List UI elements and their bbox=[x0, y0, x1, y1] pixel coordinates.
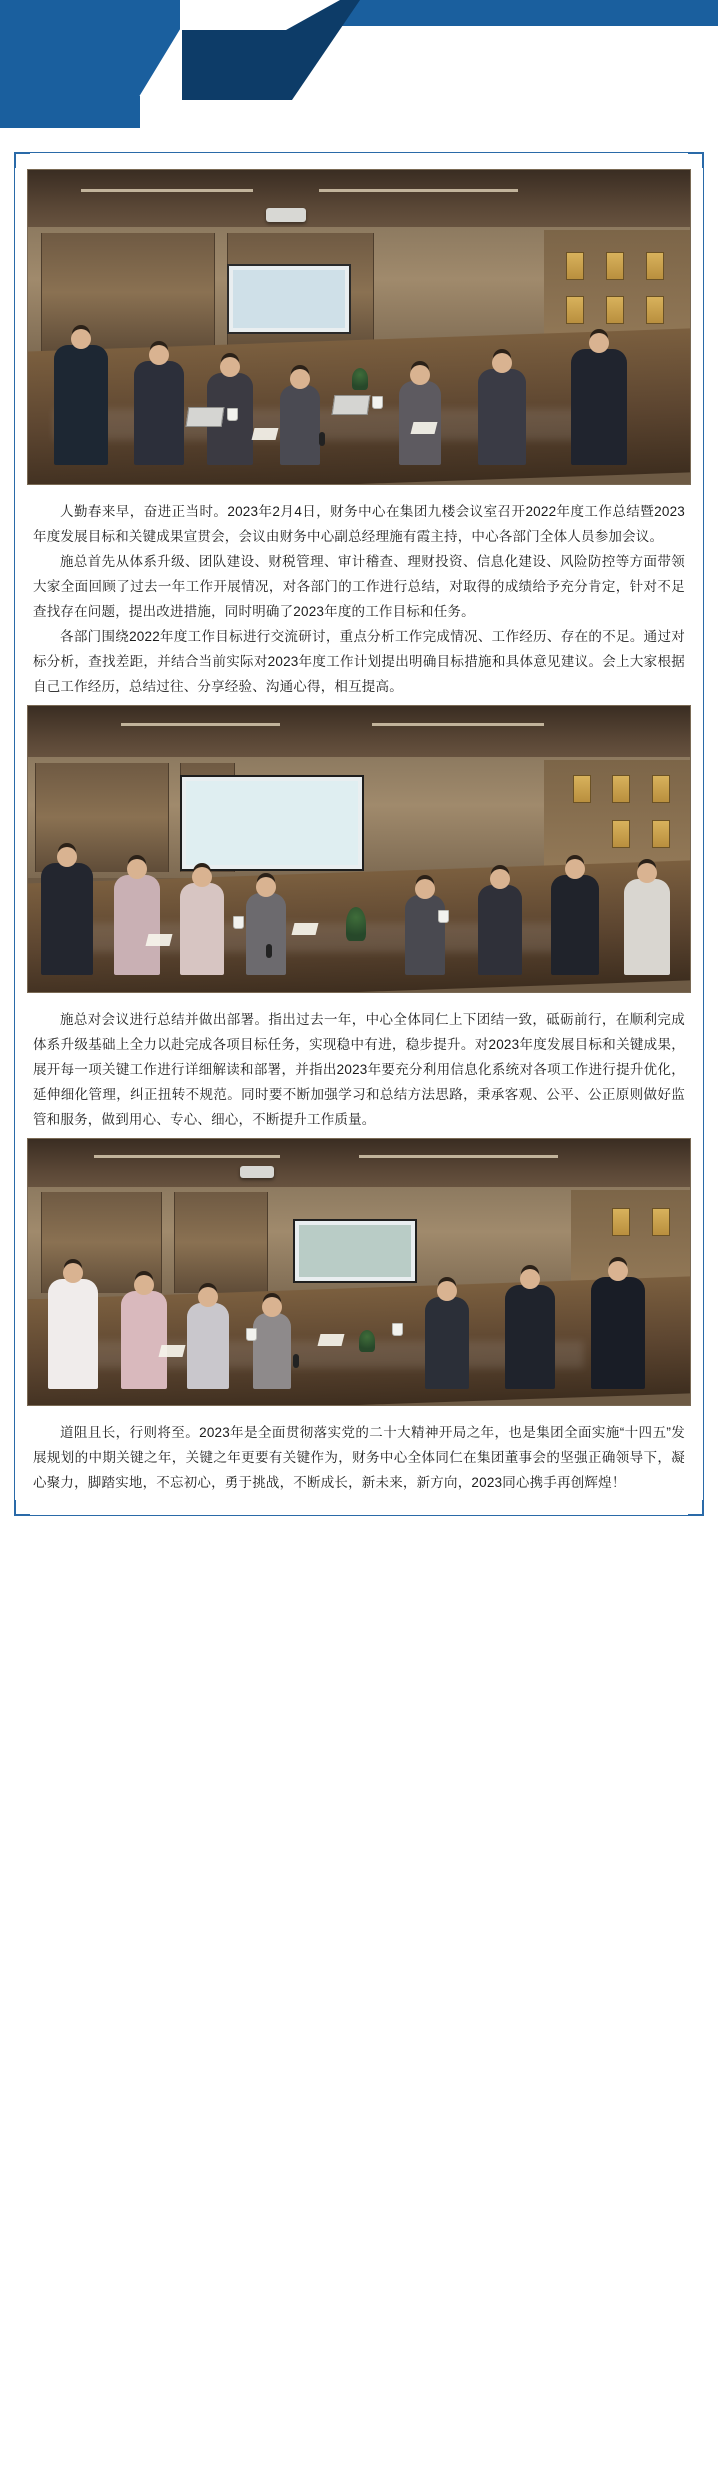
projector bbox=[266, 208, 306, 222]
attendee-head bbox=[192, 867, 212, 887]
award-plaque bbox=[612, 820, 630, 848]
wall-panel bbox=[174, 1192, 269, 1293]
attendee bbox=[54, 345, 108, 465]
attendee bbox=[478, 885, 522, 975]
ceiling-light bbox=[94, 1155, 279, 1158]
presentation-screen bbox=[227, 264, 351, 334]
page-header-banner bbox=[0, 0, 718, 128]
attendee bbox=[425, 1297, 469, 1389]
frame-corner-bottom-right bbox=[688, 1500, 704, 1516]
document-paper bbox=[291, 923, 318, 935]
attendee-head bbox=[520, 1269, 540, 1289]
award-plaque bbox=[652, 1208, 670, 1236]
content-frame bbox=[14, 152, 704, 1516]
attendee bbox=[280, 385, 320, 465]
attendee-head bbox=[127, 859, 147, 879]
laptop bbox=[331, 395, 370, 415]
cup bbox=[227, 408, 238, 421]
wall-panel bbox=[35, 763, 169, 872]
microphone bbox=[319, 432, 325, 446]
attendee-head bbox=[490, 869, 510, 889]
screen-content bbox=[186, 781, 358, 865]
microphone bbox=[266, 944, 272, 958]
ceiling-light bbox=[359, 1155, 558, 1158]
microphone bbox=[293, 1354, 299, 1368]
presentation-screen bbox=[180, 775, 364, 871]
attendee-head bbox=[637, 863, 657, 883]
paragraph: 人勤春来早，奋进正当时。2023年2月4日，财务中心在集团九楼会议室召开2022年度工作总结暨2023年度发展目标和关键成果宣贯会，会议由财务中心副总经理施有霞主持，中心各部门全体人员参加会议。 bbox=[33, 504, 685, 544]
attendee-head bbox=[608, 1261, 628, 1281]
photo-discussion bbox=[27, 1138, 691, 1406]
header-accent-stripe bbox=[0, 96, 140, 128]
document-paper bbox=[318, 1334, 345, 1346]
ceiling bbox=[28, 706, 690, 763]
photo-presentation bbox=[27, 705, 691, 993]
attendee-head bbox=[63, 1263, 83, 1283]
award-plaque bbox=[646, 252, 664, 280]
attendee-head bbox=[198, 1287, 218, 1307]
attendee bbox=[591, 1277, 645, 1389]
attendee bbox=[114, 875, 160, 975]
attendee bbox=[571, 349, 627, 465]
article-section-3 bbox=[27, 1416, 691, 1497]
award-plaque bbox=[566, 252, 584, 280]
award-plaque bbox=[612, 1208, 630, 1236]
award-plaque bbox=[652, 820, 670, 848]
frame-corner-bottom-left bbox=[14, 1500, 30, 1516]
attendee-head bbox=[290, 369, 310, 389]
projector bbox=[240, 1166, 274, 1178]
attendee bbox=[134, 361, 184, 465]
frame-corner-top-left bbox=[14, 152, 30, 168]
attendee bbox=[624, 879, 670, 975]
laptop bbox=[185, 407, 224, 427]
attendee bbox=[505, 1285, 555, 1389]
attendee bbox=[405, 895, 445, 975]
screen-content bbox=[299, 1225, 411, 1277]
document-paper bbox=[252, 428, 279, 440]
attendee bbox=[253, 1313, 291, 1389]
paragraph: 道阻且长，行则将至。2023年是全面贯彻落实党的二十大精神开局之年，也是集团全面实施“十四五”发展规划的中期关键之年，关键之年更要有关键作为，财务中心全体同仁在集团董事会的坚强正确领导下，凝心聚力，脚踏实地，不忘初心，勇于挑战，不断成长，新未来，新方向，2023同心携手再创辉煌！ bbox=[33, 1425, 685, 1490]
attendee-head bbox=[437, 1281, 457, 1301]
ceiling-light bbox=[319, 189, 518, 192]
cup bbox=[246, 1328, 257, 1341]
cup bbox=[392, 1323, 403, 1336]
frame-corner-top-right bbox=[688, 152, 704, 168]
ceiling-light bbox=[372, 723, 544, 726]
ceiling bbox=[28, 1139, 690, 1192]
attendee-head bbox=[134, 1275, 154, 1295]
attendee-head bbox=[262, 1297, 282, 1317]
award-plaque bbox=[612, 775, 630, 803]
article-section-2 bbox=[27, 1003, 691, 1134]
attendee bbox=[187, 1303, 229, 1389]
attendee bbox=[551, 875, 599, 975]
plant bbox=[346, 907, 366, 941]
paragraph: 施总对会议进行总结并做出部署。指出过去一年，中心全体同仁上下团结一致，砥砺前行，在顺利完成体系升级基础上全力以赴完成各项目标任务，实现稳中有进，稳步提升。对2023年度发展目标和关键成果，展开每一项关键工作进行详细解读和部署，并指出2023年要充分利用信息化系统对各项工作进行提升优化，延伸细化管理，纠正扭转不规范。同时要不断加强学习和总结方法思路，秉承客观、公平、公正原则做好监管和服务，做到用心、专心、细心，不断提升工作质量。 bbox=[33, 1012, 685, 1127]
ceiling-light bbox=[121, 723, 280, 726]
award-plaque bbox=[652, 775, 670, 803]
cup bbox=[438, 910, 449, 923]
cup bbox=[372, 396, 383, 409]
attendee bbox=[121, 1291, 167, 1389]
award-plaque bbox=[566, 296, 584, 324]
paragraph: 施总首先从体系升级、团队建设、财税管理、审计稽查、理财投资、信息化建设、风险防控等方面带领大家全面回顾了过去一年工作开展情况，对各部门的工作进行总结，对取得的成绩给予充分肯定，针对不足查找存在问题，提出改进措施，同时明确了2023年度的工作目标和任务。 bbox=[33, 554, 685, 619]
wall-panel bbox=[41, 233, 215, 352]
attendee-head bbox=[492, 353, 512, 373]
screen-content bbox=[233, 270, 345, 328]
attendee bbox=[180, 883, 224, 975]
document-paper bbox=[146, 934, 173, 946]
document-paper bbox=[410, 422, 437, 434]
attendee-head bbox=[71, 329, 91, 349]
paragraph: 各部门围绕2022年度工作目标进行交流研讨，重点分析工作完成情况、工作经历、存在的不足。通过对标分析，查找差距，并结合当前实际对2023年度工作计划提出明确目标措施和具体意见建议。会上大家根据自己工作经历，总结过往、分享经验、沟通心得，相互提高。 bbox=[33, 629, 685, 694]
ceiling bbox=[28, 170, 690, 233]
award-plaque bbox=[606, 296, 624, 324]
plant bbox=[352, 368, 368, 390]
presentation-screen bbox=[293, 1219, 417, 1283]
award-plaque bbox=[606, 252, 624, 280]
attendee-head bbox=[256, 877, 276, 897]
photo-meeting-overview bbox=[27, 169, 691, 485]
attendee-head bbox=[565, 859, 585, 879]
plant bbox=[359, 1330, 375, 1352]
article-section-1 bbox=[27, 495, 691, 701]
ceiling-light bbox=[81, 189, 253, 192]
cup bbox=[233, 916, 244, 929]
attendee-head bbox=[415, 879, 435, 899]
attendee-head bbox=[410, 365, 430, 385]
attendee-head bbox=[220, 357, 240, 377]
award-plaque bbox=[573, 775, 591, 803]
attendee bbox=[478, 369, 526, 465]
document-paper bbox=[159, 1345, 186, 1357]
attendee-head bbox=[589, 333, 609, 353]
attendee bbox=[48, 1279, 98, 1389]
attendee-head bbox=[149, 345, 169, 365]
award-plaque bbox=[646, 296, 664, 324]
attendee-head bbox=[57, 847, 77, 867]
attendee bbox=[246, 893, 286, 975]
attendee bbox=[41, 863, 93, 975]
